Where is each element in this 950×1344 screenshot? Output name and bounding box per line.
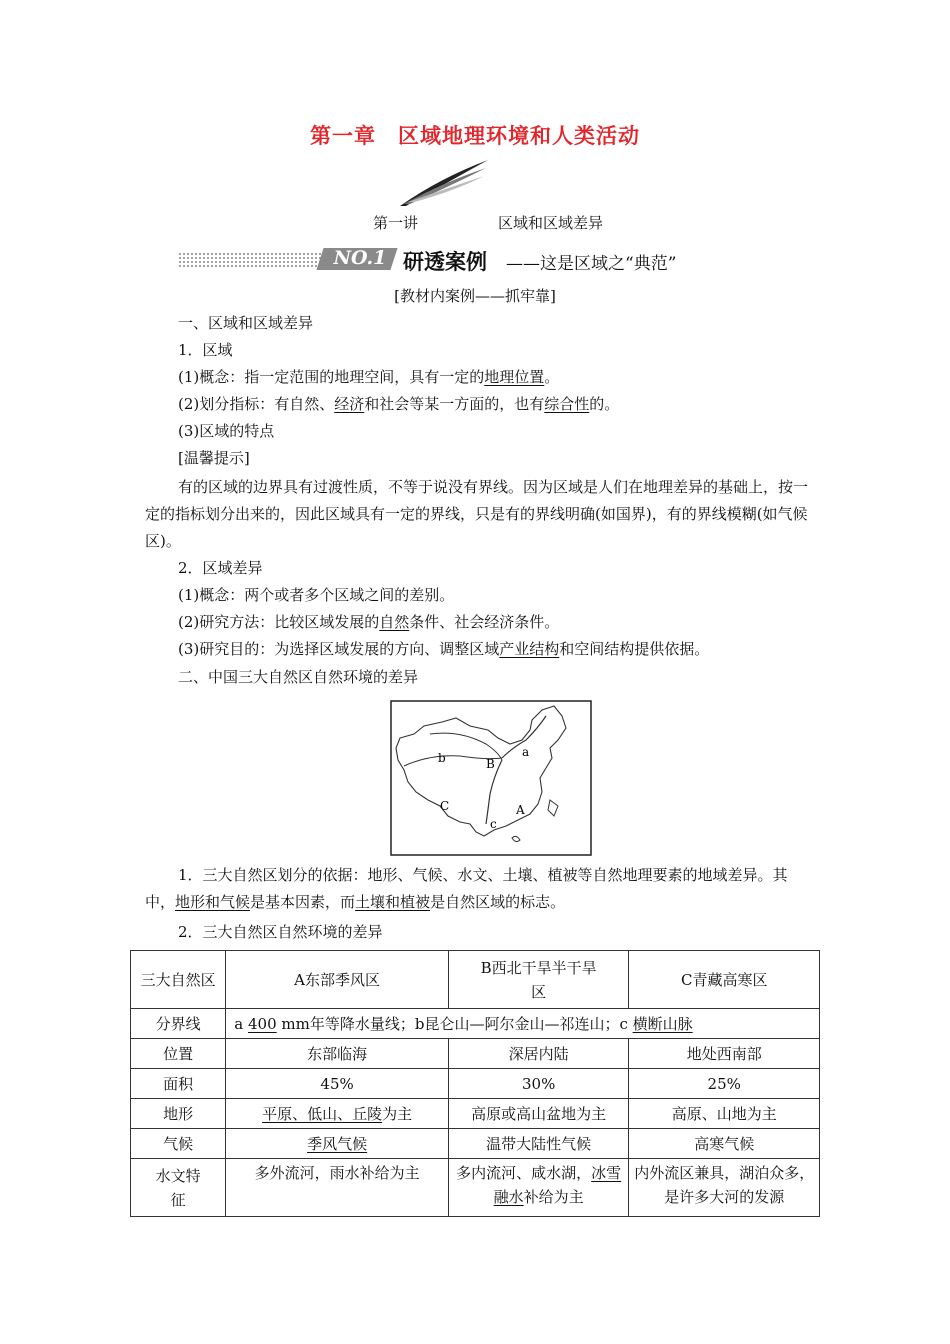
- text: mm年等降水量线；b昆仑山—阿尔金山—祁连山；c: [276, 1014, 633, 1033]
- text: 是基本因素，而: [250, 893, 356, 911]
- section-banner: [178, 246, 738, 274]
- criteria-paragraph: [145, 862, 817, 916]
- answer-blank: 产业结构: [499, 640, 560, 658]
- answer-blank: 地形和气候: [175, 893, 251, 911]
- map-label-c: c: [490, 817, 497, 831]
- banner-subtitle: ——这是区域之“典范”: [506, 254, 677, 274]
- text-line: [178, 611, 559, 632]
- table-cell: 25%: [629, 1069, 820, 1099]
- regions-table: [130, 950, 820, 1217]
- paragraph-heading: 2．区域差异: [178, 559, 263, 577]
- table-cell: 地处西南部: [629, 1039, 820, 1069]
- table-row: [131, 1039, 820, 1069]
- text: 为主: [382, 1104, 413, 1123]
- text: 。: [544, 368, 560, 386]
- answer-blank: 横断山脉: [632, 1014, 693, 1033]
- table-cell: 温带大陆性气候: [448, 1129, 629, 1159]
- table-cell: 高寒气候: [629, 1129, 820, 1159]
- table-row: [131, 1159, 820, 1217]
- text: 补给为主: [523, 1188, 584, 1206]
- answer-blank: 地理位置: [484, 368, 545, 386]
- lecture-title: 区域和区域差异: [498, 214, 604, 232]
- map-label-B: B: [486, 757, 495, 771]
- table-header: 三大自然区: [131, 951, 226, 1009]
- tip-paragraph: 有的区域的边界具有过渡性质，不等于说没有界线。因为区域是人们在地理差异的基础上，按一定的指标划分出来的，因此区域具有一定的界线，只是有的界线明确(如国界)，有的界线模糊(如气候区)。: [145, 478, 809, 550]
- text: (1)概念：指一定范围的地理空间，具有一定的: [178, 368, 485, 386]
- tip-label: [温馨提示]: [178, 449, 250, 467]
- text: 和社会等某一方面的，也有: [364, 395, 545, 413]
- text: a: [234, 1014, 248, 1033]
- answer-blank: 平原、低山、丘陵: [262, 1104, 383, 1123]
- chapter-title: 第一章 区域地理环境和人类活动: [310, 124, 640, 148]
- table-cell: 内外流区兼具，湖泊众多，是许多大河的发源: [629, 1159, 820, 1217]
- table-header: C青藏高寒区: [629, 951, 820, 1009]
- row-label: 水文特征: [131, 1159, 226, 1217]
- map-label-C: C: [440, 799, 450, 813]
- table-cell: 东部临海: [226, 1039, 449, 1069]
- subheading: [教材内案例——抓牢靠]: [394, 287, 556, 305]
- text-line: [178, 393, 619, 414]
- row-label: 气候: [131, 1129, 226, 1159]
- text: 多内流河、咸水湖，: [456, 1164, 592, 1182]
- table-cell: [226, 1009, 820, 1039]
- table-row: [131, 1099, 820, 1129]
- text-line: [178, 638, 709, 659]
- text: 和空间结构提供依据。: [559, 640, 710, 658]
- answer-blank: 400: [247, 1014, 277, 1033]
- text: (3)研究目的：为选择区域发展的方向、调整区域: [178, 640, 500, 658]
- banner-title: 研透案例: [403, 250, 487, 274]
- answer-blank: 综合性: [544, 395, 590, 413]
- table-header: B西北干旱半干旱区: [448, 951, 629, 1009]
- text: 条件、社会经济条件。: [409, 613, 560, 631]
- paragraph-heading: 1．区域: [178, 341, 233, 359]
- section-heading: 一、区域和区域差异: [178, 314, 314, 332]
- map-label-a: a: [522, 745, 530, 759]
- text-line: (1)概念：两个或者多个区域之间的差别。: [178, 586, 455, 604]
- banner-no: NO.1: [333, 247, 387, 269]
- row-label: 地形: [131, 1099, 226, 1129]
- lecture-label: 第一讲: [373, 214, 419, 232]
- table-cell: [226, 1099, 449, 1129]
- row-label: 分界线: [131, 1009, 226, 1039]
- table-cell: 深居内陆: [448, 1039, 629, 1069]
- table-cell: 45%: [226, 1069, 449, 1099]
- answer-blank: 冰雪融水: [493, 1164, 622, 1206]
- banner-dots: [178, 252, 328, 268]
- swoosh-decoration: [400, 160, 490, 208]
- answer-blank: 经济: [334, 395, 365, 413]
- china-regions-map: [390, 700, 592, 856]
- text: (2)研究方法：比较区域发展的: [178, 613, 380, 631]
- table-row: [131, 1069, 820, 1099]
- table-header: A东部季风区: [226, 951, 449, 1009]
- text: 是自然区域的标志。: [430, 893, 566, 911]
- answer-blank: 自然: [379, 613, 410, 631]
- table-row: [131, 951, 820, 1009]
- text-line: (3)区域的特点: [178, 422, 275, 440]
- table-cell: 高原、山地为主: [629, 1099, 820, 1129]
- answer-blank: 季风气候: [307, 1134, 368, 1153]
- row-label: 面积: [131, 1069, 226, 1099]
- text: 1．三大自然区划分的依据：地形、气候、水文、土壤、植被等自然地理要素的地域差异。其中，: [145, 866, 788, 911]
- paragraph-heading: 2．三大自然区自然环境的差异: [178, 923, 383, 941]
- section-heading: 二、中国三大自然区自然环境的差异: [178, 668, 419, 686]
- table-cell: [226, 1129, 449, 1159]
- text: 的。: [589, 395, 620, 413]
- table-cell: 高原或高山盆地为主: [448, 1099, 629, 1129]
- table-row: [131, 1009, 820, 1039]
- text-line: [178, 366, 559, 387]
- map-label-b: b: [438, 751, 446, 765]
- row-label: 位置: [131, 1039, 226, 1069]
- table-cell: 30%: [448, 1069, 629, 1099]
- table-cell: 多外流河，雨水补给为主: [226, 1159, 449, 1217]
- table-row: [131, 1129, 820, 1159]
- text: (2)划分指标：有自然、: [178, 395, 335, 413]
- answer-blank: 土壤和植被: [355, 893, 431, 911]
- map-label-A: A: [516, 803, 525, 817]
- table-cell: [448, 1159, 629, 1217]
